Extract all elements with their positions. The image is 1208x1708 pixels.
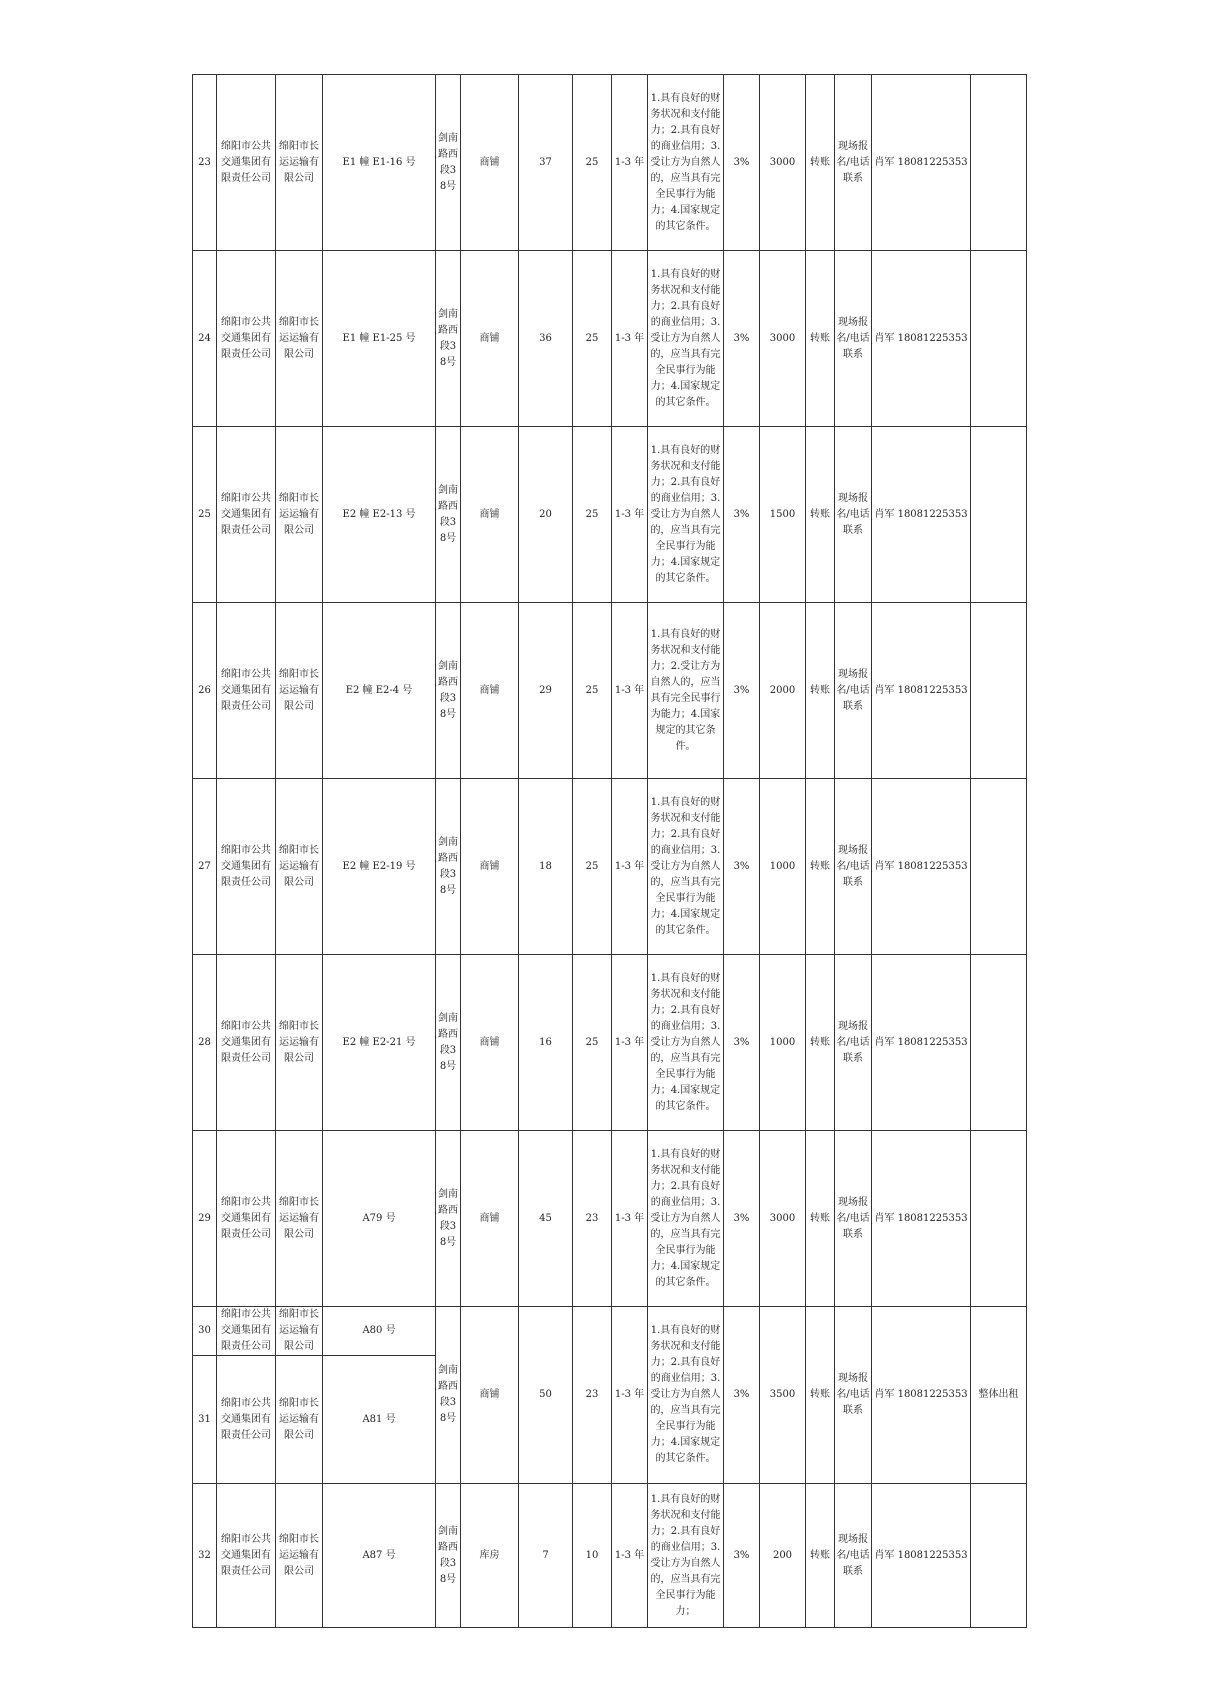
- cell-conditions: 1.具有良好的财务状况和支付能力；2.具有良好的商业信用；3.受让方为自然人的，应当具有完全民事行为能力；4.国家规定的其它条件。: [648, 75, 724, 251]
- cell-unit: A79 号: [323, 1131, 436, 1307]
- cell-note: [971, 1484, 1027, 1628]
- cell-price: 1000: [760, 779, 806, 955]
- cell-conditions: 1.具有良好的财务状况和支付能力；2.具有良好的商业信用；3.受让方为自然人的，应当具有完全民事行为能力；4.国家规定的其它条件。: [648, 1307, 724, 1484]
- cell-floor: 25: [573, 75, 612, 251]
- cell-owner: 绵阳市公共交通集团有限责任公司: [217, 1356, 276, 1484]
- cell-floor: 10: [573, 1484, 612, 1628]
- cell-deposit-rate: 3%: [724, 955, 760, 1131]
- cell-unit: E2 幢 E2-4 号: [323, 603, 436, 779]
- cell-contact: 肖军 18081225353: [872, 251, 971, 427]
- cell-signup: 现场报名/电话联系: [835, 1131, 872, 1307]
- cell-pay: 转账: [806, 75, 835, 251]
- cell-signup: 现场报名/电话联系: [835, 75, 872, 251]
- cell-note: [971, 251, 1027, 427]
- cell-note: 整体出租: [971, 1307, 1027, 1484]
- cell-location: 剑南路西段38号: [436, 427, 461, 603]
- cell-contact: 肖军 18081225353: [872, 75, 971, 251]
- cell-term: 1-3 年: [612, 427, 648, 603]
- cell-floor: 23: [573, 1131, 612, 1307]
- cell-conditions: 1.具有良好的财务状况和支付能力；2.受让方为自然人的，应当具有完全民事行为能力；4.国家规定的其它条件。: [648, 603, 724, 779]
- cell-location: 剑南路西段38号: [436, 75, 461, 251]
- cell-user: 绵阳市长运运输有限公司: [276, 427, 323, 603]
- cell-pay: 转账: [806, 779, 835, 955]
- cell-pay: 转账: [806, 1307, 835, 1484]
- cell-term: 1-3 年: [612, 779, 648, 955]
- cell-note: [971, 779, 1027, 955]
- cell-conditions: 1.具有良好的财务状况和支付能力；2.具有良好的商业信用；3.受让方为自然人的，应当具有完全民事行为能力；4.国家规定的其它条件。: [648, 1131, 724, 1307]
- rental-listing-table: [192, 74, 1027, 1628]
- cell-unit: A87 号: [323, 1484, 436, 1628]
- cell-area: 20: [519, 427, 573, 603]
- table-row: [193, 1131, 1027, 1307]
- cell-owner: 绵阳市公共交通集团有限责任公司: [217, 1484, 276, 1628]
- cell-conditions: 1.具有良好的财务状况和支付能力；2.具有良好的商业信用；3.受让方为自然人的，应当具有完全民事行为能力；4.国家规定的其它条件。: [648, 251, 724, 427]
- cell-area: 37: [519, 75, 573, 251]
- cell-floor: 25: [573, 603, 612, 779]
- cell-contact: 肖军 18081225353: [872, 1131, 971, 1307]
- cell-no: 23: [193, 75, 217, 251]
- cell-owner: 绵阳市公共交通集团有限责任公司: [217, 955, 276, 1131]
- cell-location: 剑南路西段38号: [436, 779, 461, 955]
- cell-pay: 转账: [806, 955, 835, 1131]
- cell-no: 29: [193, 1131, 217, 1307]
- cell-price: 2000: [760, 603, 806, 779]
- cell-no: 27: [193, 779, 217, 955]
- cell-conditions: 1.具有良好的财务状况和支付能力；2.具有良好的商业信用；3.受让方为自然人的，应当具有完全民事行为能力；4.国家规定的其它条件。: [648, 955, 724, 1131]
- cell-user: 绵阳市长运运输有限公司: [276, 75, 323, 251]
- cell-contact: 肖军 18081225353: [872, 779, 971, 955]
- cell-term: 1-3 年: [612, 1307, 648, 1484]
- table-row: [193, 75, 1027, 251]
- cell-unit: E2 幢 E2-21 号: [323, 955, 436, 1131]
- cell-type: 商铺: [461, 75, 519, 251]
- cell-note: [971, 955, 1027, 1131]
- cell-type: 商铺: [461, 1307, 519, 1484]
- cell-user: 绵阳市长运运输有限公司: [276, 1484, 323, 1628]
- cell-contact: 肖军 18081225353: [872, 1484, 971, 1628]
- cell-type: 商铺: [461, 603, 519, 779]
- cell-location: 剑南路西段38号: [436, 955, 461, 1131]
- cell-price: 200: [760, 1484, 806, 1628]
- cell-floor: 25: [573, 427, 612, 603]
- cell-area: 18: [519, 779, 573, 955]
- cell-location: 剑南路西段38号: [436, 1131, 461, 1307]
- cell-no: 28: [193, 955, 217, 1131]
- cell-area: 50: [519, 1307, 573, 1484]
- cell-deposit-rate: 3%: [724, 1307, 760, 1484]
- cell-area: 16: [519, 955, 573, 1131]
- cell-user: 绵阳市长运运输有限公司: [276, 779, 323, 955]
- cell-contact: 肖军 18081225353: [872, 955, 971, 1131]
- cell-owner: 绵阳市公共交通集团有限责任公司: [217, 1307, 276, 1356]
- cell-signup: 现场报名/电话联系: [835, 427, 872, 603]
- cell-term: 1-3 年: [612, 603, 648, 779]
- cell-deposit-rate: 3%: [724, 1484, 760, 1628]
- cell-conditions: 1.具有良好的财务状况和支付能力；2.具有良好的商业信用；3.受让方为自然人的，应当具有完全民事行为能力；4.国家规定的其它条件。: [648, 779, 724, 955]
- cell-type: 商铺: [461, 779, 519, 955]
- cell-unit: E1 幢 E1-25 号: [323, 251, 436, 427]
- cell-price: 3000: [760, 251, 806, 427]
- cell-owner: 绵阳市公共交通集团有限责任公司: [217, 1131, 276, 1307]
- cell-price: 1500: [760, 427, 806, 603]
- cell-floor: 23: [573, 1307, 612, 1484]
- cell-signup: 现场报名/电话联系: [835, 251, 872, 427]
- table-body: [193, 75, 1027, 1628]
- cell-pay: 转账: [806, 603, 835, 779]
- cell-term: 1-3 年: [612, 75, 648, 251]
- cell-contact: 肖军 18081225353: [872, 603, 971, 779]
- cell-conditions: 1.具有良好的财务状况和支付能力；2.具有良好的商业信用；3.受让方为自然人的，应当具有完全民事行为能力；: [648, 1484, 724, 1628]
- cell-signup: 现场报名/电话联系: [835, 779, 872, 955]
- cell-location: 剑南路西段38号: [436, 251, 461, 427]
- cell-note: [971, 603, 1027, 779]
- cell-user: 绵阳市长运运输有限公司: [276, 251, 323, 427]
- table-row: [193, 1484, 1027, 1628]
- cell-price: 3000: [760, 1131, 806, 1307]
- cell-no: 24: [193, 251, 217, 427]
- cell-pay: 转账: [806, 251, 835, 427]
- cell-floor: 25: [573, 251, 612, 427]
- table-row: [193, 955, 1027, 1131]
- table-row: [193, 251, 1027, 427]
- cell-owner: 绵阳市公共交通集团有限责任公司: [217, 603, 276, 779]
- cell-note: [971, 75, 1027, 251]
- table-row: [193, 427, 1027, 603]
- cell-user: 绵阳市长运运输有限公司: [276, 603, 323, 779]
- table-row: [193, 779, 1027, 955]
- cell-type: 商铺: [461, 1131, 519, 1307]
- cell-term: 1-3 年: [612, 251, 648, 427]
- cell-unit: E1 幢 E1-16 号: [323, 75, 436, 251]
- cell-location: 剑南路西段38号: [436, 1307, 461, 1484]
- cell-unit: E2 幢 E2-19 号: [323, 779, 436, 955]
- cell-price: 3000: [760, 75, 806, 251]
- cell-unit: A80 号: [323, 1307, 436, 1356]
- cell-type: 商铺: [461, 955, 519, 1131]
- cell-price: 1000: [760, 955, 806, 1131]
- cell-user: 绵阳市长运运输有限公司: [276, 1356, 323, 1484]
- cell-term: 1-3 年: [612, 1131, 648, 1307]
- cell-type: 商铺: [461, 251, 519, 427]
- cell-contact: 肖军 18081225353: [872, 1307, 971, 1484]
- table-row: [193, 603, 1027, 779]
- cell-user: 绵阳市长运运输有限公司: [276, 955, 323, 1131]
- cell-deposit-rate: 3%: [724, 1131, 760, 1307]
- cell-no: 32: [193, 1484, 217, 1628]
- cell-pay: 转账: [806, 1484, 835, 1628]
- cell-owner: 绵阳市公共交通集团有限责任公司: [217, 779, 276, 955]
- cell-type: 库房: [461, 1484, 519, 1628]
- cell-location: 剑南路西段38号: [436, 1484, 461, 1628]
- cell-type: 商铺: [461, 427, 519, 603]
- cell-signup: 现场报名/电话联系: [835, 1484, 872, 1628]
- cell-term: 1-3 年: [612, 1484, 648, 1628]
- cell-owner: 绵阳市公共交通集团有限责任公司: [217, 251, 276, 427]
- cell-no: 25: [193, 427, 217, 603]
- cell-signup: 现场报名/电话联系: [835, 603, 872, 779]
- cell-deposit-rate: 3%: [724, 779, 760, 955]
- cell-area: 29: [519, 603, 573, 779]
- cell-term: 1-3 年: [612, 955, 648, 1131]
- cell-price: 3500: [760, 1307, 806, 1484]
- table-row: [193, 1307, 1027, 1356]
- cell-unit: A81 号: [323, 1356, 436, 1484]
- cell-no: 26: [193, 603, 217, 779]
- cell-signup: 现场报名/电话联系: [835, 955, 872, 1131]
- cell-user: 绵阳市长运运输有限公司: [276, 1307, 323, 1356]
- cell-deposit-rate: 3%: [724, 427, 760, 603]
- cell-no: 31: [193, 1356, 217, 1484]
- cell-deposit-rate: 3%: [724, 75, 760, 251]
- cell-note: [971, 1131, 1027, 1307]
- cell-deposit-rate: 3%: [724, 251, 760, 427]
- cell-contact: 肖军 18081225353: [872, 427, 971, 603]
- cell-signup: 现场报名/电话联系: [835, 1307, 872, 1484]
- cell-owner: 绵阳市公共交通集团有限责任公司: [217, 427, 276, 603]
- cell-owner: 绵阳市公共交通集团有限责任公司: [217, 75, 276, 251]
- cell-conditions: 1.具有良好的财务状况和支付能力；2.具有良好的商业信用；3.受让方为自然人的，应当具有完全民事行为能力；4.国家规定的其它条件。: [648, 427, 724, 603]
- cell-floor: 25: [573, 955, 612, 1131]
- cell-deposit-rate: 3%: [724, 603, 760, 779]
- cell-pay: 转账: [806, 1131, 835, 1307]
- cell-unit: E2 幢 E2-13 号: [323, 427, 436, 603]
- cell-location: 剑南路西段38号: [436, 603, 461, 779]
- cell-no: 30: [193, 1307, 217, 1356]
- cell-area: 45: [519, 1131, 573, 1307]
- cell-user: 绵阳市长运运输有限公司: [276, 1131, 323, 1307]
- cell-area: 36: [519, 251, 573, 427]
- cell-pay: 转账: [806, 427, 835, 603]
- cell-note: [971, 427, 1027, 603]
- cell-floor: 25: [573, 779, 612, 955]
- cell-area: 7: [519, 1484, 573, 1628]
